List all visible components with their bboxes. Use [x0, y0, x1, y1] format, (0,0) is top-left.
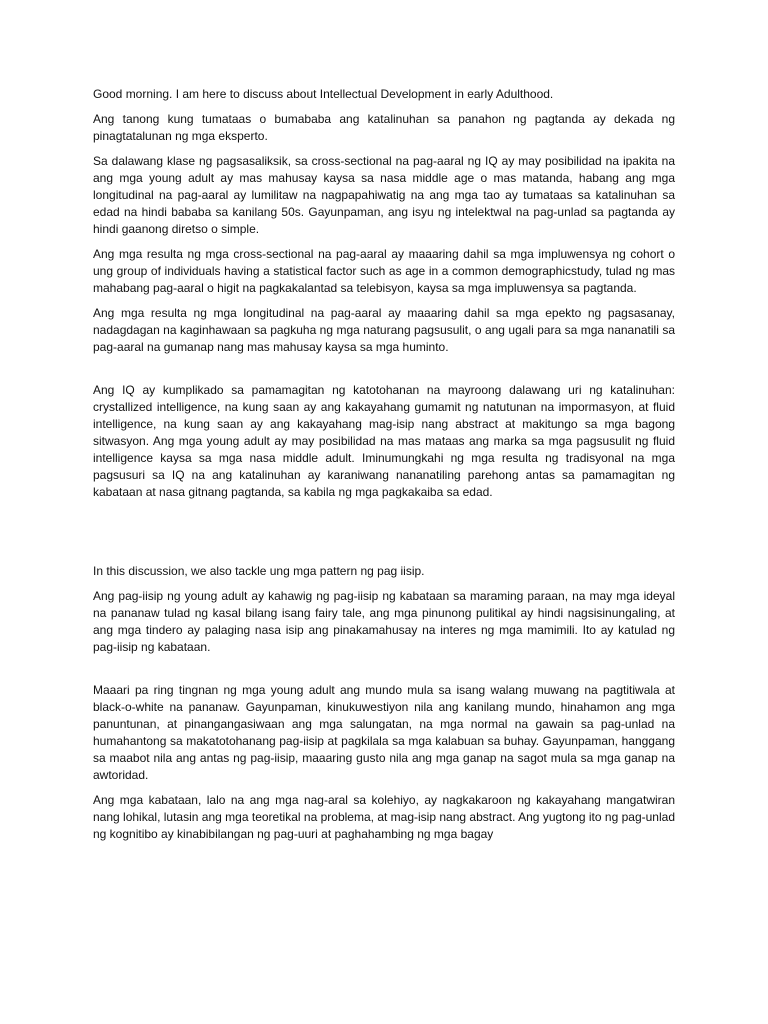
intro-paragraph: Good morning. I am here to discuss about Intellectual Development in early Adulthood. — [93, 87, 554, 101]
paragraph-worldview: Maaari pa ring tingnan ng mga young adult ang mundo mula sa isang walang muwang na pagtitiwala at black-o-white na pananaw. Gayunpaman, kinukuwestiyon nila ang kanilang mundo, hinahamon ang mga panuntunan, at pinangangasiwaan ang mga salungatan, na mga normal na gawain sa pag-unlad na humahantong sa makatotohanang pag-iisip at pagkilala sa mga kalabuan sa buhay. Gayunpaman, hanggang sa maabot nila ang antas ng pag-iisip, maaaring gusto nila ang mga ganap na sagot mula sa mga ganap na awtoridad. — [93, 683, 675, 782]
paragraph-iq-debate: Ang tanong kung tumataas o bumababa ang katalinuhan sa panahon ng pagtanda ay dekada ng pinagtatalunan ng mga eksperto. — [93, 112, 675, 143]
paragraph-discussion-intro: In this discussion, we also tackle ung mga pattern ng pag iisip. — [93, 564, 425, 578]
paragraph-college-reasoning: Ang mga kabataan, lalo na ang mga nag-aral sa kolehiyo, ay nagkakaroon ng kakayahang mangatwiran nang lohikal, lutasin ang mga teoretikal na problema, at mag-isip nang abstract. Ang yugtong ito ng pag-unlad ng kognitibo ay kinabibilangan ng pag-uuri at paghahambing ng mga bagay — [93, 793, 675, 841]
paragraph-longitudinal: Ang mga resulta ng mga longitudinal na pag-aaral ay maaaring dahil sa mga epekto ng pagsasanay, nadagdagan na kaginhawaan sa pagkuha ng mga naturang pagsusulit, o ang ugali para sa mga nananatili sa pag-aaral na gumanap nang mas mahusay kaysa sa mga huminto. — [93, 306, 675, 354]
document-page — [93, 86, 675, 851]
paragraph-thinking-idealistic: Ang pag-iisip ng young adult ay kahawig ng pag-iisip ng kabataan sa maraming paraan, na may mga ideyal na pananaw tulad ng kasal bilang isang fairy tale, ang mga pinunong pulitikal ay hindi nagsisinungaling, at ang mga tindero ay palaging nasa isip ang pinakamahusay na interes ng mga mamimili. Ito ay katulad ng pag-iisip ng kabataan. — [93, 589, 675, 654]
paragraph-cross-sectional: Ang mga resulta ng mga cross-sectional na pag-aaral ay maaaring dahil sa mga impluwensya ng cohort o ung group of individuals having a statistical factor such as age in a common demographicstudy, tulad ng mas mahabang pag-aaral o higit na pagkakalantad sa telebisyon, kaysa sa mga impluwensya sa pagtanda. — [93, 247, 675, 295]
paragraph-iq-complexity: Ang IQ ay kumplikado sa pamamagitan ng katotohanan na mayroong dalawang uri ng katalinuhan: crystallized intelligence, na kung saan ay ang kakayahang gumamit ng natutunan na impormasyon, at fluid intelligence, na kung saan ay ang kakayahang mag-isip nang abstract at makitungo sa mga bagong sitwasyon. Ang mga young adult ay may posibilidad na mas mataas ang marka sa mga pagsusulit ng fluid intelligence kaysa sa mga nasa middle adult. Iminumungkahi ng mga resulta ng tradisyonal na mga pagsusuri sa IQ na ang katalinuhan ay karaniwang nananatiling parehong antas sa pamamagitan ng kabataan at nasa gitnang pagtanda, sa kabila ng mga pagkakaiba sa edad. — [93, 383, 675, 499]
paragraph-research-types: Sa dalawang klase ng pagsasaliksik, sa cross-sectional na pag-aaral ng IQ ay may posibilidad na ipakita na ang mga young adult ay mas mahusay kaysa sa nasa middle age o mas matanda, habang ang mga longitudinal na pag-aaral ay lumilitaw na nagpapahiwatig na ang mga tao ay tumataas sa katalinuhan sa edad na hindi bababa sa kanilang 50s. Gayunpaman, ang isyu ng intelektwal na pag-unlad sa pagtanda ay hindi gaanong diretso o simple. — [93, 154, 675, 236]
